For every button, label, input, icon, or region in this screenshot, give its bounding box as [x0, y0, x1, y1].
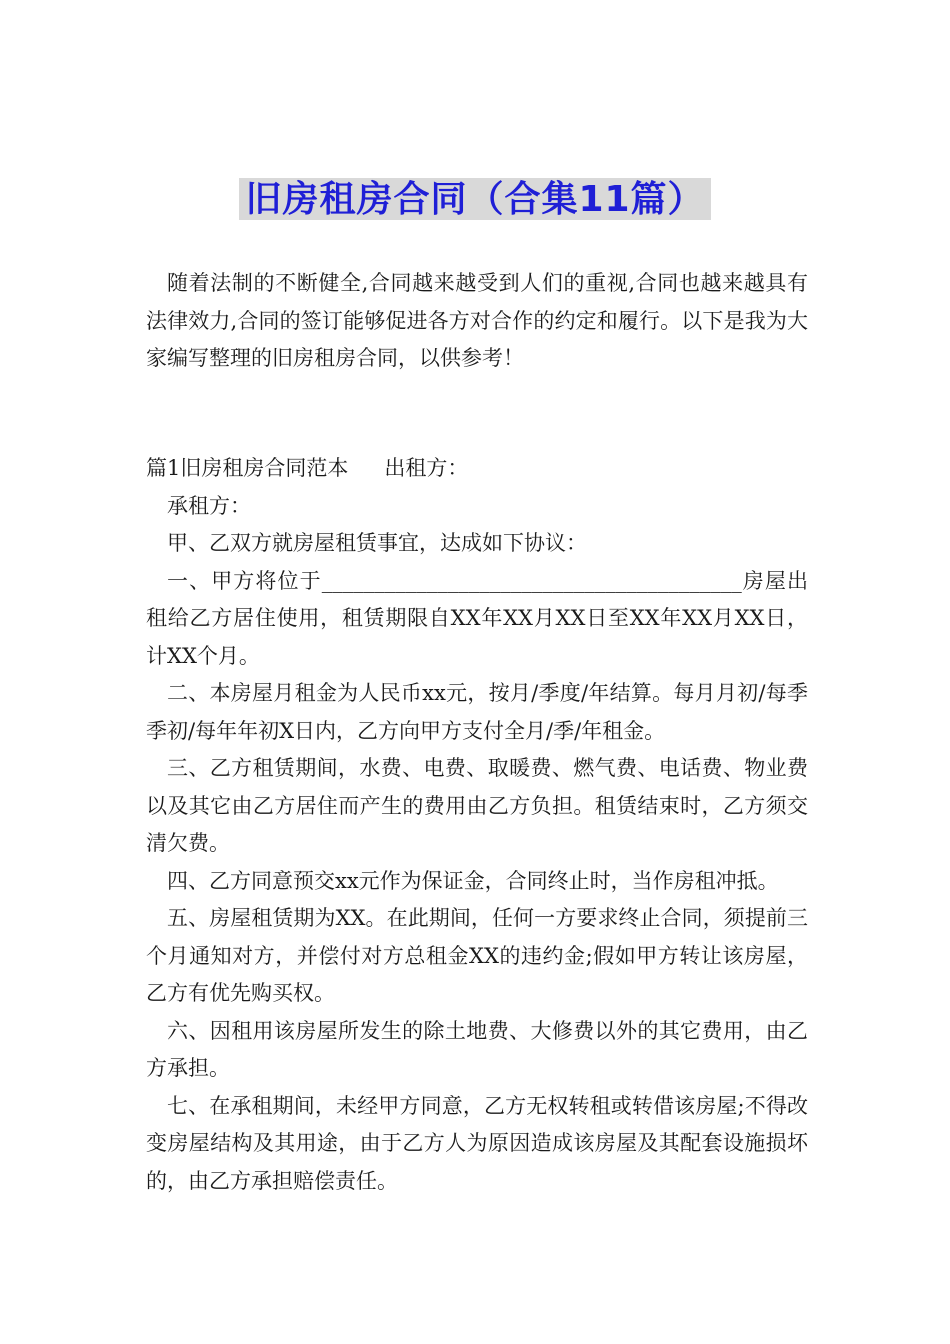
clause-6: 六、因租用该房屋所发生的除土地费、大修费以外的其它费用，由乙方承担。 — [146, 1018, 808, 1080]
clause-5: 五、房屋租赁期为XX。在此期间，任何一方要求终止合同，须提前三个月通知对方，并偿付对方总租金XX的违约金;假如甲方转让该房屋，乙方有优先购买权。 — [146, 906, 808, 1005]
clause-2: 二、本房屋月租金为人民币xx元，按月/季度/年结算。每月月初/每季季初/每年年初X日内，乙方向甲方支付全月/季/年租金。 — [146, 681, 808, 743]
intro-paragraph: 随着法制的不断健全,合同越来越受到人们的重视,合同也越来越具有法律效力,合同的签订能够促进各方对合作的约定和履行。以下是我为大家编写整理的旧房租房合同，以供参考！ — [146, 271, 808, 370]
clause-7: 七、在承租期间，未经甲方同意，乙方无权转租或转借该房屋;不得改变房屋结构及其用途，由于乙方人为原因造成该房屋及其配套设施损坏的，由乙方承担赔偿责任。 — [146, 1093, 808, 1193]
document-title: 旧房租房合同（合集11篇） — [239, 178, 710, 220]
clause-3: 三、乙方租赁期间，水费、电费、取暖费、燃气费、电话费、物业费以及其它由乙方居住而产生的费用由乙方负担。租赁结束时，乙方须交清欠费。 — [146, 756, 808, 855]
clause-4: 四、乙方同意预交xx元作为保证金，合同终止时，当作房租冲抵。 — [167, 868, 779, 893]
clause-1: 一、甲方将位于________________________________________房屋出租给乙方居住使用，租赁期限自XX年XX月XX日至XX年XX月XX日，计XX个月。 — [146, 568, 808, 668]
title-container — [0, 178, 950, 220]
lessor-label: 出租方： — [384, 456, 469, 480]
section-heading: 篇1旧房租房合同范本 — [146, 456, 349, 480]
lessee-label: 承租方： — [167, 493, 251, 518]
contract-section — [146, 450, 808, 1200]
section-heading-line — [146, 450, 808, 488]
agreement-preamble: 甲、乙双方就房屋租赁事宜，达成如下协议： — [167, 531, 587, 555]
